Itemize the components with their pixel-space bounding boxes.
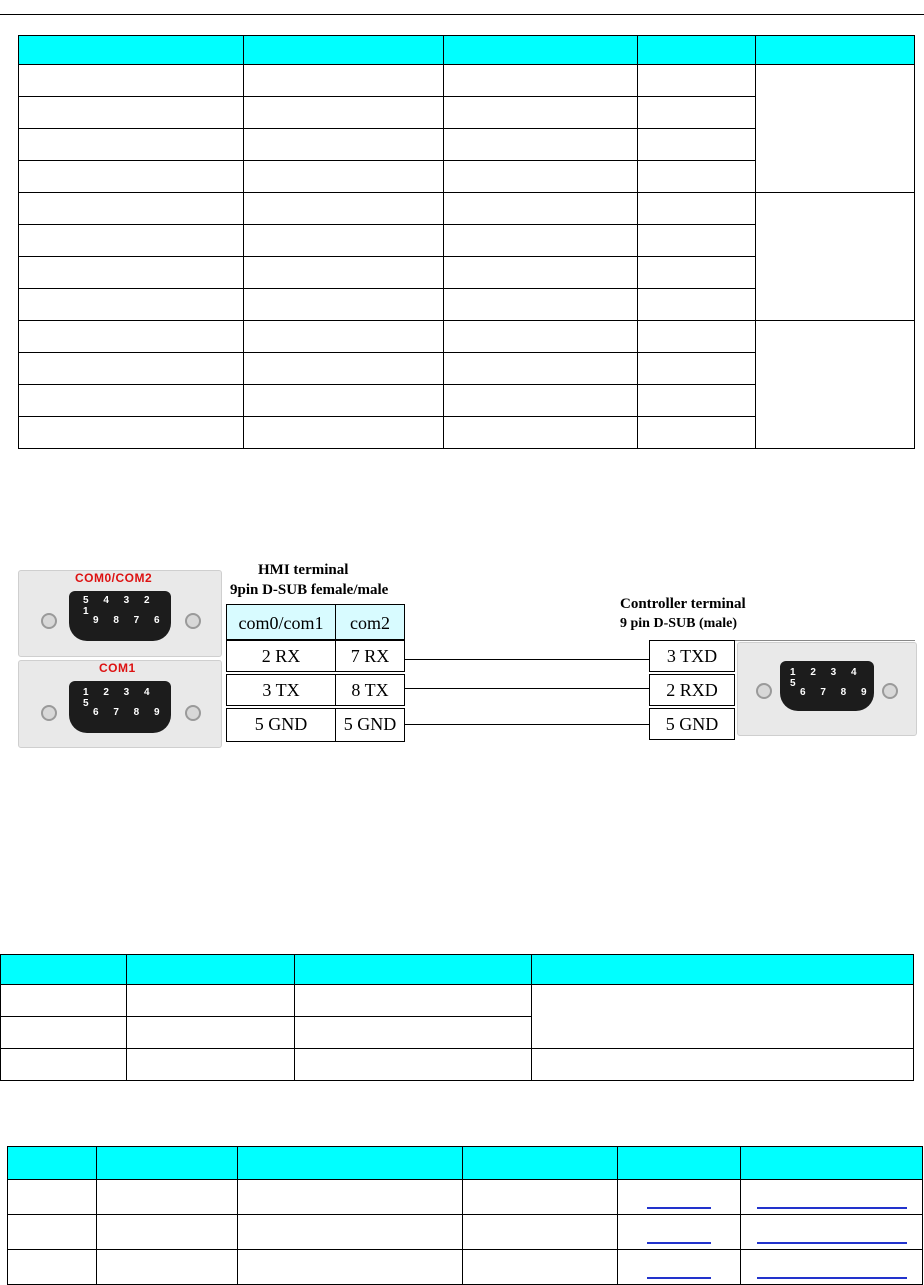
- link[interactable]: [757, 1207, 907, 1209]
- screw-icon: [185, 705, 201, 721]
- screw-icon: [41, 705, 57, 721]
- controller-connector: [737, 642, 917, 736]
- controller-terminal-subtitle: 9 pin D-SUB (male): [620, 616, 738, 631]
- link[interactable]: [757, 1242, 907, 1244]
- page-top-rule: [0, 14, 924, 15]
- merged-cell: [756, 193, 915, 321]
- pin-numbers: 6 7 8 9: [800, 687, 873, 698]
- screw-icon: [882, 683, 898, 699]
- hmi-terminal-subtitle: 9pin D-SUB female/male: [230, 582, 389, 598]
- screw-icon: [185, 613, 201, 629]
- table-row: [1, 985, 914, 1017]
- screw-icon: [756, 683, 772, 699]
- settings-table: [18, 35, 915, 449]
- table-row: [19, 65, 915, 97]
- pin-numbers: 5 4 3 2 1: [83, 595, 156, 617]
- merged-cell: [756, 321, 915, 449]
- connector-label: COM0/COM2: [75, 571, 153, 585]
- hmi-terminal-title: HMI terminal: [258, 562, 349, 578]
- hmi-pin-cell: 3 TX: [226, 674, 336, 706]
- hmi-pin-cell: 7 RX: [335, 640, 405, 672]
- link[interactable]: [757, 1277, 907, 1279]
- hmi-pin-cell: 5 GND: [335, 708, 405, 742]
- db9-port-icon: [69, 591, 171, 641]
- hmi-pin-cell: 5 GND: [226, 708, 336, 742]
- controller-terminal-title: Controller terminal: [620, 596, 746, 612]
- table-row: [8, 1215, 923, 1250]
- screw-icon: [41, 613, 57, 629]
- pin-numbers: 1 2 3 4 5: [790, 667, 863, 689]
- merged-cell: [756, 65, 915, 193]
- wire: [405, 688, 649, 689]
- controller-pin-cell: 3 TXD: [649, 640, 735, 672]
- version-table: [7, 1146, 923, 1285]
- hmi-header-com2: com2: [335, 604, 405, 640]
- controller-pin-cell: 5 GND: [649, 708, 735, 740]
- table-row: [8, 1250, 923, 1285]
- address-table: [0, 954, 914, 1081]
- db9-port-icon: [69, 681, 171, 733]
- hmi-header-com0-com1: com0/com1: [226, 604, 336, 640]
- com1-connector: [18, 660, 222, 748]
- controller-pin-cell: 2 RXD: [649, 674, 735, 706]
- table-row: [19, 321, 915, 353]
- db9-port-icon: [780, 661, 874, 711]
- merged-cell: [532, 985, 914, 1049]
- table-header-row: [19, 36, 915, 65]
- hmi-pin-cell: 2 RX: [226, 640, 336, 672]
- com0-com2-connector: [18, 570, 222, 657]
- link[interactable]: [647, 1277, 711, 1279]
- table-header-row: [8, 1147, 923, 1180]
- wire: [405, 659, 649, 660]
- pin-numbers: 9 8 7 6: [93, 615, 166, 626]
- link[interactable]: [647, 1207, 711, 1209]
- connector-label: COM1: [99, 661, 136, 675]
- table-header-row: [1, 955, 914, 985]
- divider: [735, 640, 915, 641]
- table-row: [1, 1049, 914, 1081]
- wire: [405, 724, 649, 725]
- pin-numbers: 6 7 8 9: [93, 707, 166, 718]
- link[interactable]: [647, 1242, 711, 1244]
- pin-numbers: 1 2 3 4 5: [83, 687, 156, 709]
- hmi-pin-cell: 8 TX: [335, 674, 405, 706]
- table-row: [8, 1180, 923, 1215]
- table-row: [19, 193, 915, 225]
